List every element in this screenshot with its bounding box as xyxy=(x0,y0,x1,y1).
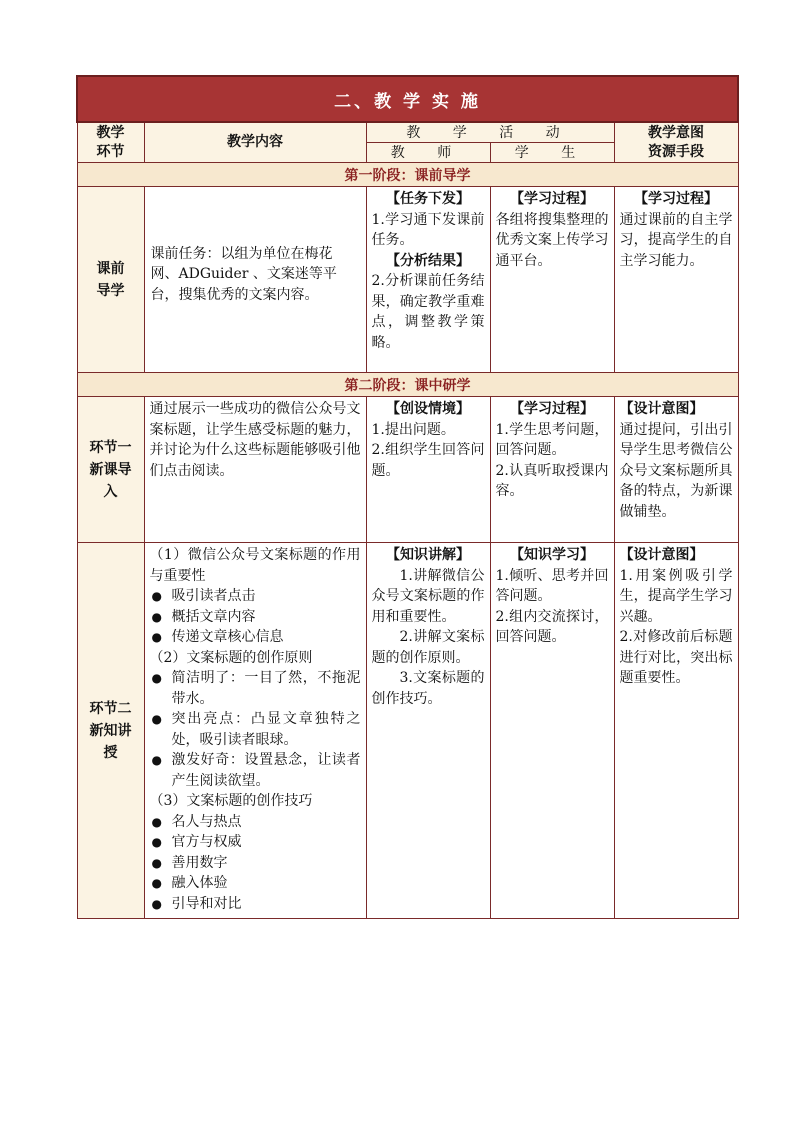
section2-intent-line2: 2.对修改前后标题进行对比，突出标题重要性。 xyxy=(619,629,733,686)
section1-teacher xyxy=(366,397,490,543)
section2-row xyxy=(77,543,738,919)
section2-teacher-line2: 2.讲解文案标题的创作原则。 xyxy=(371,629,485,666)
title-row xyxy=(77,76,738,122)
section1-student-line1: 1.学生思考问题，回答问题。 xyxy=(495,421,609,458)
header-intent-line1: 教学意图 xyxy=(648,124,704,141)
header-teacher-label: 教 师 xyxy=(390,144,466,161)
section1-content: 通过展示一些成功的微信公众号文案标题，让学生感受标题的魅力，并讨论为什么这些标题能够吸引他们点击阅读。 xyxy=(144,397,366,543)
header-stage-line2: 环节 xyxy=(96,143,125,160)
stage1-label: 第一阶段：课前导学 xyxy=(77,163,738,187)
section2-label xyxy=(77,543,144,919)
section2-heading2: （2）文案标题的创作原则 xyxy=(149,649,313,666)
section1-intent-text: 通过提问，引出引导学生思考微信公众号文案标题所具备的特点，为新课做铺垫。 xyxy=(619,421,733,520)
stage1-student xyxy=(490,187,614,373)
section2-heading1: （1）微信公众号文案标题的作用与重要性 xyxy=(149,547,361,584)
stage1-teacher-tag2: 【分析结果】 xyxy=(386,252,470,269)
section2-student-tag: 【知识学习】 xyxy=(510,547,594,563)
stage2-row xyxy=(77,373,738,397)
header-student xyxy=(490,143,614,163)
section2-content xyxy=(144,543,366,919)
header-activity xyxy=(366,122,614,143)
section1-teacher-tag: 【创设情境】 xyxy=(386,401,470,417)
section1-student-tag: 【学习过程】 xyxy=(510,401,594,417)
list-item: ● 激发好奇：设置悬念，让读者产生阅读欲望。 xyxy=(150,750,361,791)
stage1-intent-text: 通过课前的自主学习，提高学生的自主学习能力。 xyxy=(619,211,733,269)
section2-label-line1: 环节二 xyxy=(89,700,132,717)
stage1-content-row xyxy=(77,187,738,373)
stage1-teacher-tag1: 【任务下发】 xyxy=(386,191,470,207)
stage1-teacher-text1: 1.学习通下发课前任务。 xyxy=(371,211,485,248)
header-activity-label: 教 学 活 动 xyxy=(406,124,574,141)
section2-heading3: （3）文案标题的创作技巧 xyxy=(149,793,313,809)
header-content: 教学内容 xyxy=(144,122,366,163)
header-row-1 xyxy=(77,122,738,143)
teaching-plan-table xyxy=(76,75,739,919)
stage1-intent xyxy=(614,187,738,373)
header-stage-line1: 教学 xyxy=(96,124,125,141)
section2-student xyxy=(490,543,614,919)
section2-teacher xyxy=(366,543,490,919)
list-item: ● 传递文章核心信息 xyxy=(150,627,361,648)
header-stage xyxy=(77,122,144,163)
section1-teacher-line2: 2.组织学生回答问题。 xyxy=(371,442,485,479)
header-intent-line2: 资源手段 xyxy=(648,143,704,160)
header-intent xyxy=(614,122,738,163)
stage2-label: 第二阶段：课中研学 xyxy=(77,373,738,397)
section2-teacher-tag: 【知识讲解】 xyxy=(386,547,470,563)
section2-student-line1: 1.倾听、思考并回答问题。 xyxy=(495,567,609,604)
section2-teacher-line3: 3.文案标题的创作技巧。 xyxy=(371,670,485,707)
stage1-section-label xyxy=(77,187,144,373)
stage1-student-text: 各组将搜集整理的优秀文案上传学习通平台。 xyxy=(495,211,609,269)
list-item: ● 引导和对比 xyxy=(150,894,361,915)
section2-intent-tag: 【设计意图】 xyxy=(619,547,704,563)
section2-intent-line1: 1.用案例吸引学生，提高学生学习兴趣。 xyxy=(619,567,733,625)
section1-label-line1: 环节一 xyxy=(89,439,132,456)
section1-label-line2: 新课导 xyxy=(89,461,132,478)
stage1-section-line2: 导学 xyxy=(96,282,125,299)
section1-label xyxy=(77,397,144,543)
stage1-teacher-text2: 2.分析课前任务结果，确定教学重难点，调整教学策略。 xyxy=(371,273,485,351)
section1-intent-tag: 【设计意图】 xyxy=(619,401,704,417)
header-student-label: 学 生 xyxy=(514,144,590,161)
list-item: ● 融入体验 xyxy=(150,873,361,894)
list-item: ● 概括文章内容 xyxy=(150,607,361,628)
section1-intent xyxy=(614,397,738,543)
list-item: ● 简洁明了：一目了然，不拖泥带水。 xyxy=(150,668,361,709)
list-item: ● 善用数字 xyxy=(150,853,361,874)
section1-label-line3: 入 xyxy=(103,483,118,500)
stage1-content: 课前任务：以组为单位在梅花网、ADGuider 、文案迷等平台，搜集优秀的文案内容。 xyxy=(144,187,366,373)
section2-teacher-line1: 1.讲解微信公众号文案标题的作用和重要性。 xyxy=(371,567,485,625)
section1-student-line2: 2.认真听取授课内容。 xyxy=(495,462,609,499)
list-item: ● 吸引读者点击 xyxy=(150,586,361,607)
stage1-student-tag: 【学习过程】 xyxy=(510,191,594,207)
section2-label-line2: 新知讲 xyxy=(89,722,132,739)
list-item: ● 突出亮点：凸显文章独特之处，吸引读者眼球。 xyxy=(150,709,361,750)
list-item: ● 官方与权威 xyxy=(150,832,361,853)
section1-teacher-line1: 1.提出问题。 xyxy=(371,421,455,438)
section1-student xyxy=(490,397,614,543)
section2-intent xyxy=(614,543,738,919)
section1-row xyxy=(77,397,738,543)
list-item: ● 名人与热点 xyxy=(150,812,361,833)
header-teacher xyxy=(366,143,490,163)
stage1-section-line1: 课前 xyxy=(96,260,125,277)
section2-student-line2: 2.组内交流探讨，回答问题。 xyxy=(495,608,609,645)
section2-label-line3: 授 xyxy=(103,744,118,761)
stage1-row xyxy=(77,163,738,187)
table-title: 二、教 学 实 施 xyxy=(77,76,738,122)
stage1-teacher xyxy=(366,187,490,373)
stage1-intent-tag: 【学习过程】 xyxy=(634,191,718,207)
